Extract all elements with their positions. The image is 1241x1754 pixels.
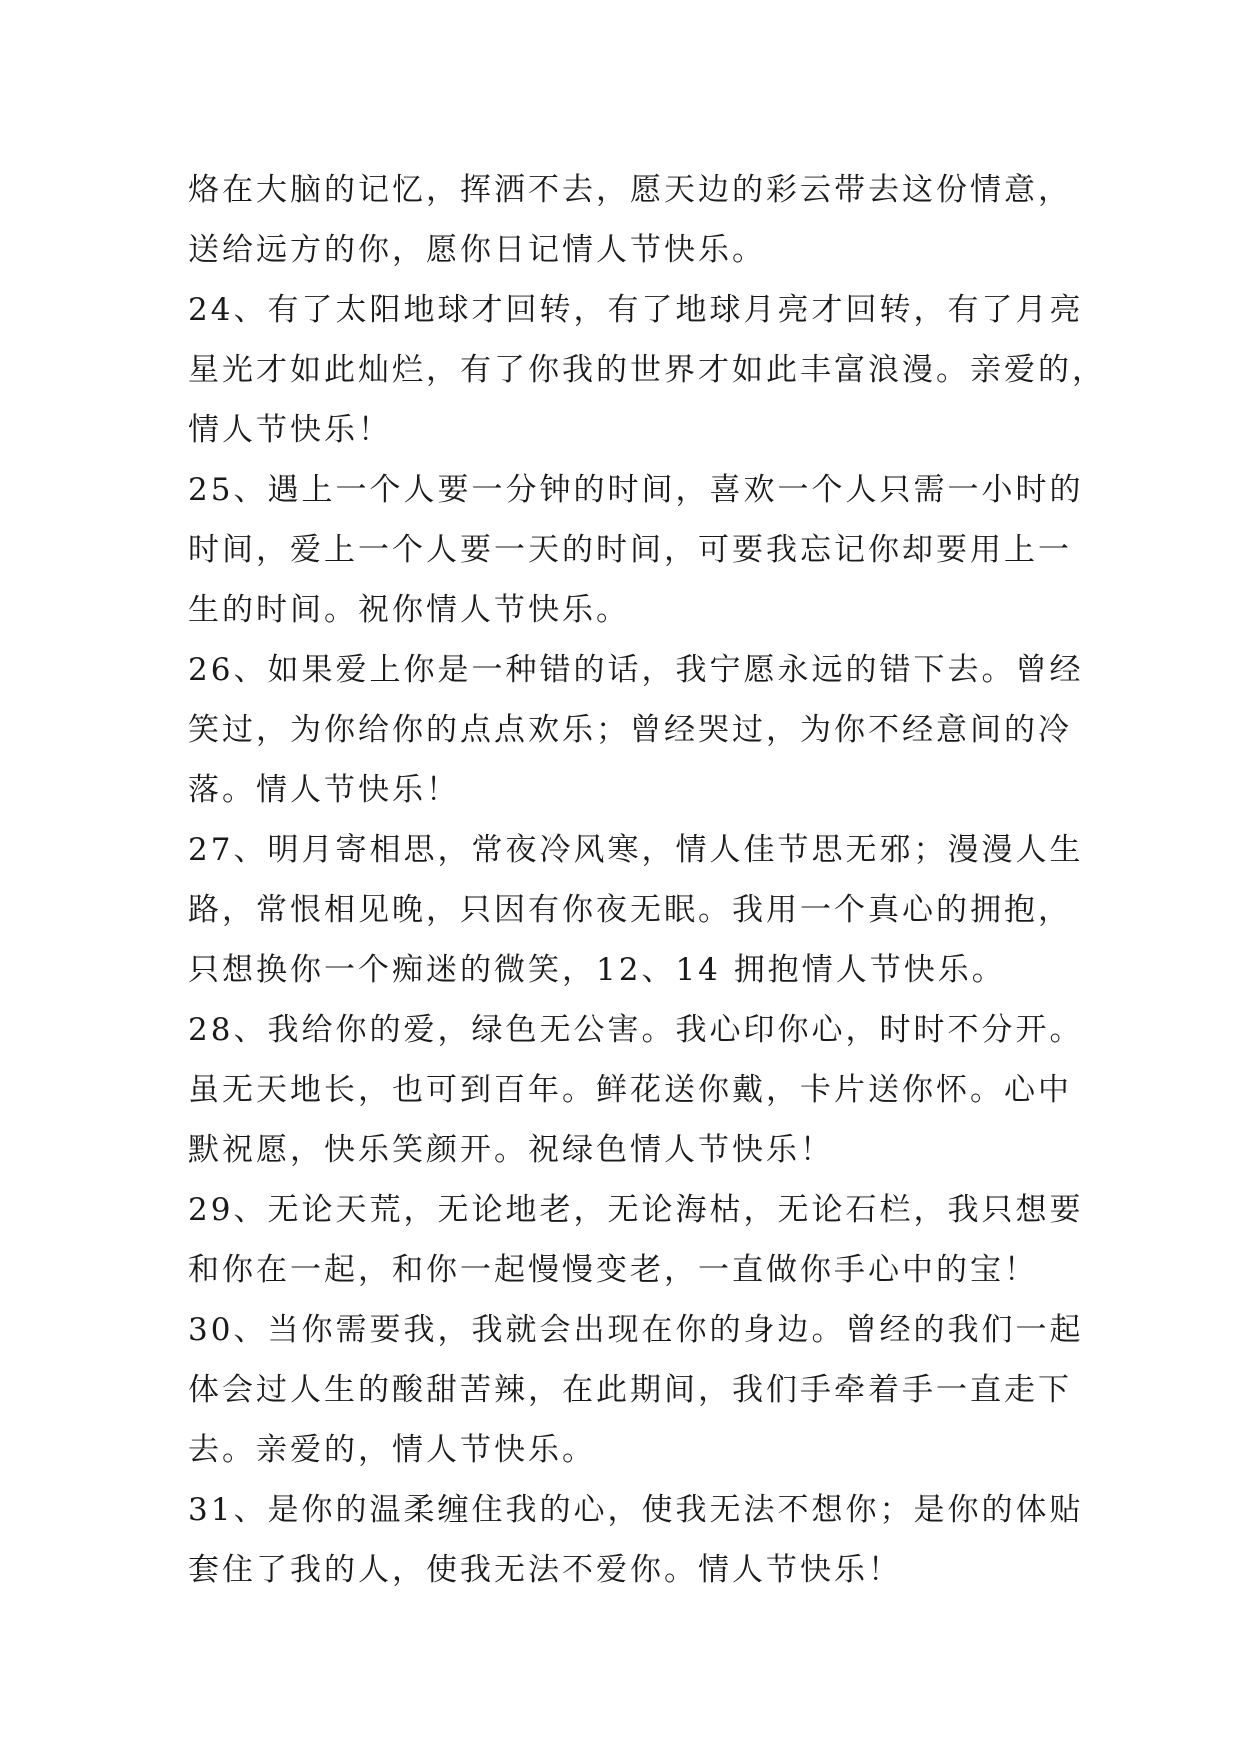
text-line: 24、有了太阳地球才回转，有了地球月亮才回转，有了月亮 [188, 292, 1084, 328]
paragraph-continuation [188, 160, 1072, 280]
text-line: 只想换你一个痴迷的微笑，12、14 拥抱情人节快乐。 [188, 952, 1006, 988]
text-line: 26、如果爱上你是一种错的话，我宁愿永远的错下去。曾经 [188, 652, 1084, 688]
paragraph-25 [188, 460, 1084, 640]
text-line: 体会过人生的酸甜苦辣，在此期间，我们手牵着手一直走下 [188, 1372, 1072, 1408]
paragraph-30 [188, 1300, 1084, 1480]
text-line: 生的时间。祝你情人节快乐。 [188, 592, 630, 628]
paragraph-29 [188, 1180, 1084, 1300]
text-line: 路，常恨相见晚，只因有你夜无眠。我用一个真心的拥抱， [188, 892, 1072, 928]
text-line: 送给远方的你，愿你日记情人节快乐。 [188, 232, 766, 268]
text-line: 去。亲爱的，情人节快乐。 [188, 1432, 596, 1468]
text-line: 默祝愿，快乐笑颜开。祝绿色情人节快乐！ [188, 1132, 834, 1168]
paragraph-24 [188, 280, 1106, 460]
text-line: 星光才如此灿烂，有了你我的世界才如此丰富浪漫。亲爱的， [188, 352, 1106, 388]
text-line: 29、无论天荒，无论地老，无论海枯，无论石栏，我只想要 [188, 1192, 1084, 1228]
text-line: 虽无天地长，也可到百年。鲜花送你戴，卡片送你怀。心中 [188, 1072, 1072, 1108]
document-body [188, 160, 1106, 1600]
text-line: 27、明月寄相思，常夜冷风寒，情人佳节思无邪；漫漫人生 [188, 832, 1084, 868]
text-line: 30、当你需要我，我就会出现在你的身边。曾经的我们一起 [188, 1312, 1084, 1348]
text-line: 烙在大脑的记忆，挥洒不去，愿天边的彩云带去这份情意， [188, 172, 1072, 208]
paragraph-27 [188, 820, 1084, 1000]
text-line: 28、我给你的爱，绿色无公害。我心印你心，时时不分开。 [188, 1012, 1084, 1048]
paragraph-31 [188, 1480, 1084, 1600]
text-line: 31、是你的温柔缠住我的心，使我无法不想你；是你的体贴 [188, 1492, 1084, 1528]
text-line: 套住了我的人，使我无法不爱你。情人节快乐！ [188, 1552, 902, 1588]
paragraph-28 [188, 1000, 1084, 1180]
text-line: 时间，爱上一个人要一天的时间，可要我忘记你却要用上一 [188, 532, 1072, 568]
text-line: 落。情人节快乐！ [188, 772, 460, 808]
text-line: 笑过，为你给你的点点欢乐；曾经哭过，为你不经意间的冷 [188, 712, 1072, 748]
text-line: 情人节快乐！ [188, 412, 392, 448]
text-line: 25、遇上一个人要一分钟的时间，喜欢一个人只需一小时的 [188, 472, 1084, 508]
text-line: 和你在一起，和你一起慢慢变老，一直做你手心中的宝！ [188, 1252, 1038, 1288]
paragraph-26 [188, 640, 1084, 820]
